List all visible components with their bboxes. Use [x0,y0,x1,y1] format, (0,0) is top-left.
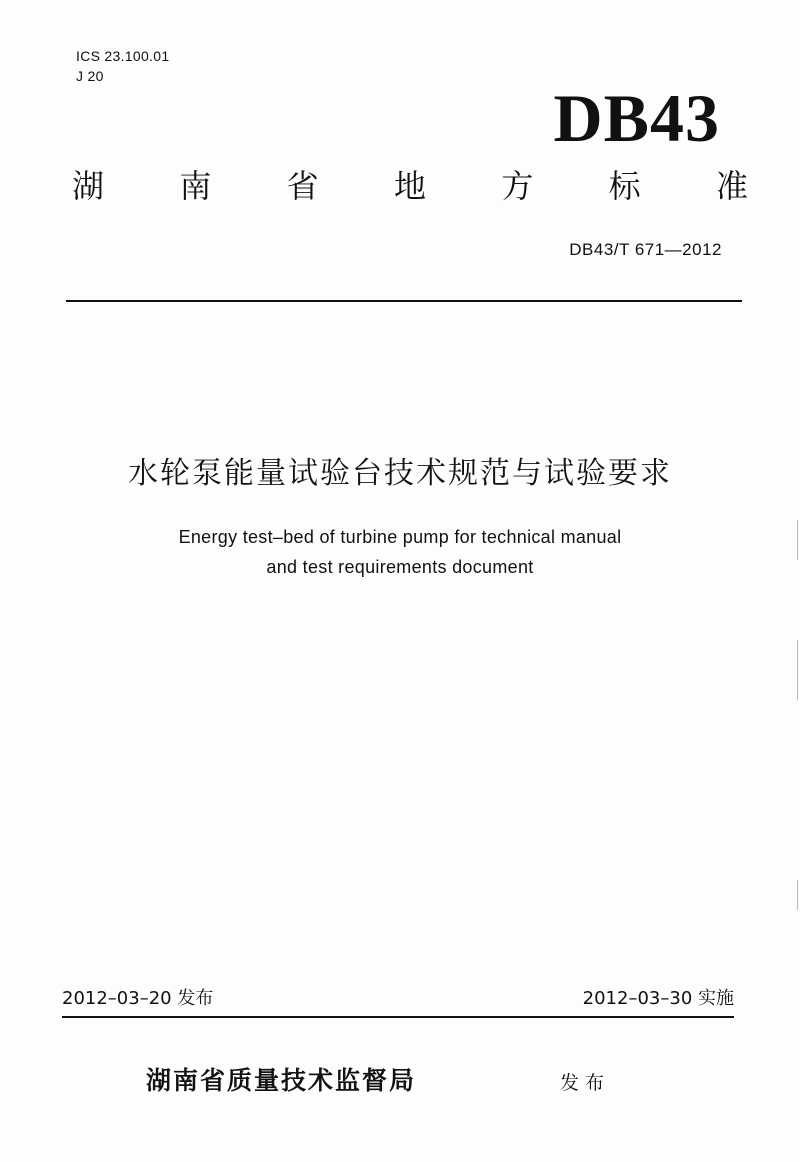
class-code: J 20 [76,68,104,84]
standard-type-char: 准 [715,167,748,205]
ics-code: ICS 23.100.01 [76,48,170,64]
top-divider [66,300,742,302]
standard-type-char: 省 [286,167,319,205]
standard-number: DB43/T 671—2012 [569,240,722,259]
scan-edge-mark [797,880,798,910]
standard-type-char: 地 [393,167,426,205]
standard-type-char: 方 [501,167,534,205]
scan-edge-mark [797,520,798,560]
db-logo: DB43 [553,80,720,156]
document-title-chinese: 水轮泵能量试验台技术规范与试验要求 [128,456,672,491]
standard-type [72,166,748,206]
english-title-line-1: Energy test–bed of turbine pump for technical manual [178,527,622,547]
issue-date: 2012–03–20 发布 [62,988,214,1009]
standard-type-char: 湖 [72,167,105,205]
issuing-authority: 湖南省质量技术监督局 [146,1066,417,1095]
scan-edge-mark [797,640,798,700]
classification-codes [76,46,169,86]
english-title-line-2: and test requirements document [266,557,534,577]
date-row [62,986,734,1012]
effective-date: 2012–03–30 实施 [582,988,734,1009]
document-title-english [0,522,800,582]
issue-word: 发布 [560,1072,611,1094]
standard-type-char: 南 [179,167,212,205]
bottom-divider [62,1016,734,1018]
standard-type-char: 标 [608,167,641,205]
